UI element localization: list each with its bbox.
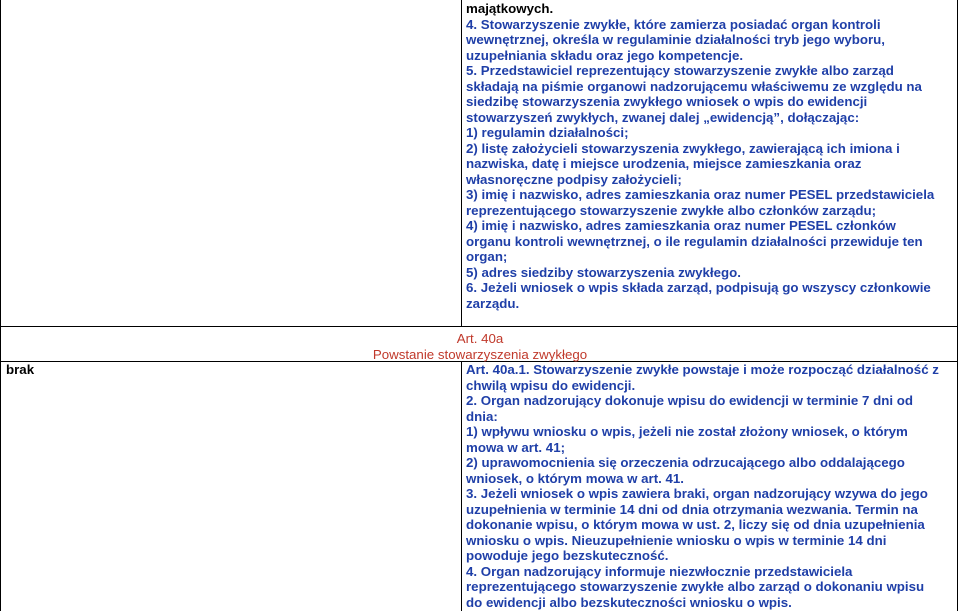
- text-line: siedzibę stowarzyszenia zwykłego wniosek o wpis do ewidencji: [466, 94, 868, 109]
- table-border-left: [0, 0, 1, 611]
- text-line: dokonanie wpisu, o którym mowa w ust. 2, liczy się od dnia uzupełnienia: [466, 517, 925, 532]
- text-line: 3) imię i nazwisko, adres zamieszkania oraz numer PESEL przedstawiciela: [466, 187, 935, 202]
- text-line: 6. Jeżeli wniosek o wpis składa zarząd, podpisują go wszyscy członkowie: [466, 280, 931, 295]
- article-header: [360, 331, 600, 362]
- text-line: 1) wpływu wniosku o wpis, jeżeli nie został złożony wniosek, o którym: [466, 424, 908, 439]
- text-line: 4. Organ nadzorujący informuje niezwłocznie przedstawiciela: [466, 563, 853, 579]
- column-divider-lower: [461, 361, 462, 611]
- text-line: 4. Stowarzyszenie zwykłe, które zamierza posiadać organ kontroli: [466, 16, 881, 32]
- text-line: uzupełniania składu oraz jego kompetencje.: [466, 47, 744, 63]
- text-line: reprezentującego stowarzyszenie zwykłe albo zarząd o dokonaniu wpisu: [466, 579, 925, 594]
- text-line: uzupełnienia w terminie 14 dni od dnia otrzymania wezwania. Termin na: [466, 501, 918, 517]
- article-title: Powstanie stowarzyszenia zwykłego: [372, 346, 588, 362]
- text-line: majątkowych.: [466, 1, 554, 16]
- text-line: dnia:: [466, 408, 498, 424]
- text-line: powoduje jego bezskuteczność.: [466, 548, 669, 563]
- table-border-right: [957, 0, 958, 611]
- left-column-text: brak: [6, 362, 35, 377]
- column-divider: [461, 0, 462, 326]
- text-line: 3. Jeżeli wniosek o wpis zawiera braki, organ nadzorujący wzywa do jego: [466, 486, 928, 501]
- text-line: chwilą wpisu do ewidencji.: [466, 377, 636, 393]
- text-line: organ;: [466, 249, 508, 264]
- text-line: do ewidencji albo bezskuteczności wniosku o wpis.: [466, 594, 792, 610]
- text-line: reprezentującego stowarzyszenie zwykłe albo członków zarządu;: [466, 202, 877, 218]
- text-line: 5. Przedstawiciel reprezentujący stowarzyszenie zwykłe albo zarząd: [466, 63, 894, 78]
- text-line: organu kontroli wewnętrznej, o ile regulamin działalności przewiduje ten: [466, 233, 923, 249]
- row-divider-top: [0, 326, 958, 327]
- text-line: 2) listę założycieli stowarzyszenia zwykłego, zawierającą ich imiona i: [466, 140, 900, 156]
- text-line: wniosek, o którym mowa w art. 41.: [466, 470, 684, 486]
- text-line: 2. Organ nadzorujący dokonuje wpisu do ewidencji w terminie 7 dni od: [466, 393, 913, 408]
- text-line: wniosku o wpis. Nieuzupełnienie wniosku o wpis w terminie 14 dni: [466, 532, 887, 548]
- bottom-article-text: [466, 362, 954, 610]
- text-line: własnoręczne podpisy założycieli;: [466, 171, 682, 187]
- text-line: nazwiska, datę i miejsce urodzenia, miejsce zamieszkania oraz: [466, 156, 862, 171]
- text-line: 4) imię i nazwisko, adres zamieszkania oraz numer PESEL członków: [466, 218, 896, 233]
- text-line: Art. 40a.1. Stowarzyszenie zwykłe powstaje i może rozpocząć działalność z: [466, 362, 939, 377]
- text-line: stowarzyszeń zwykłych, zwanej dalej „ewidencją”, dołączając:: [466, 109, 860, 125]
- text-line: wewnętrznej, określa w regulaminie działalności tryb jego wyboru,: [466, 32, 885, 47]
- top-article-text: [466, 1, 954, 311]
- text-line: 1) regulamin działalności;: [466, 125, 629, 140]
- text-line: 5) adres siedziby stowarzyszenia zwykłego.: [466, 264, 741, 280]
- article-number: Art. 40a: [456, 331, 504, 346]
- text-line: zarządu.: [466, 295, 520, 311]
- text-line: składają na piśmie organowi nadzorującemu właściwemu ze względu na: [466, 78, 922, 94]
- text-line: 2) uprawomocnienia się orzeczenia odrzucającego albo oddalającego: [466, 455, 905, 470]
- text-line: mowa w art. 41;: [466, 439, 566, 455]
